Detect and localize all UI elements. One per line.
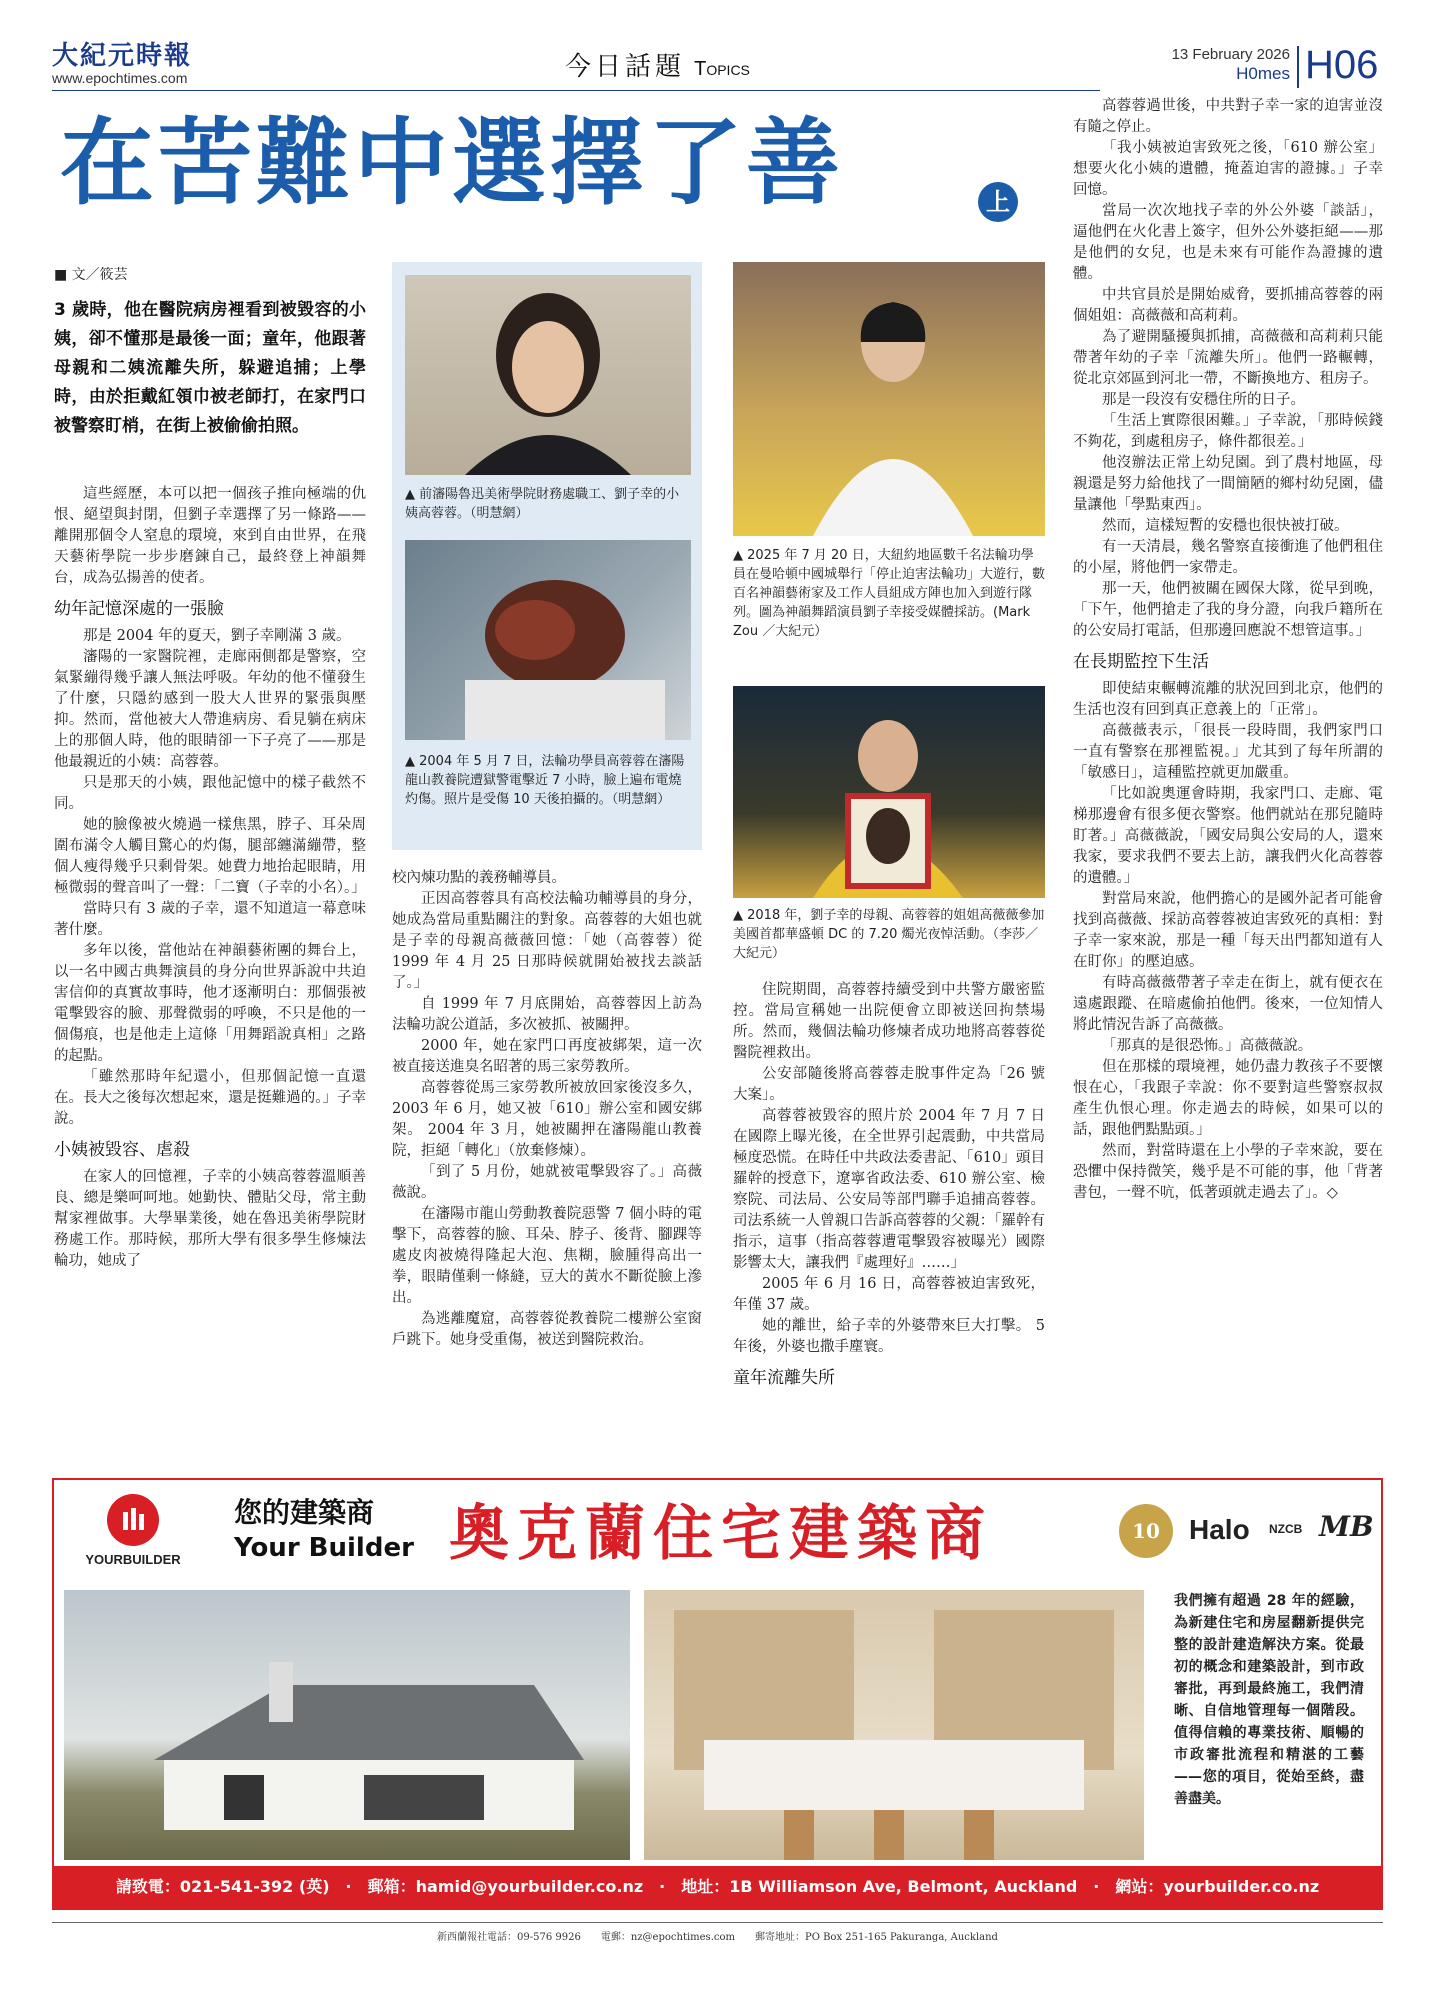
ad-contact-bar (54, 1866, 1381, 1908)
paragraph: 「比如說奧運會時期，我家門口、走廊、電梯那邊會有很多便衣警察。他們就站在那兒隨時盯著。」高薇薇說，「國安局與公安局的人，還來我家，要求我們不要去上訪，讓我們火化高蓉蓉的遺體。」 (1073, 786, 1383, 886)
paragraph: 當局一次次地找子幸的外公外婆「談話」，逼他們在火化書上簽字，但外公外婆拒絕——那是他們的女兒，也是未來有可能作為證據的遺體。 (1073, 203, 1383, 282)
paragraph: 有一天清晨，幾名警察直接衝進了他們租住的小屋，將他們一家帶走。 (1073, 539, 1383, 576)
byline: ■ 文／筱芸 (54, 267, 128, 283)
photo-gao-rongrong-portrait (405, 275, 691, 475)
tagline-en: Your Builder (234, 1533, 414, 1563)
ad-photo-kitchen (644, 1590, 1144, 1860)
paragraph: 然而，對當時還在上小學的子幸來說，要在恐懼中保持微笑，幾乎是不可能的事，他「背著書包，一聲不吭，低著頭就走過去了」。◇ (1073, 1143, 1383, 1201)
kitchen-illustration (644, 1590, 1144, 1860)
paragraph: 正因高蓉蓉具有高校法輪功輔導員的身分，她成為當局重點關注的對象。高蓉蓉的大姐也就是子幸的母親高薇薇回憶：「她（高蓉蓉）從 1999 年 4 月 25 日那時候就開始被找去談話了。」 (392, 891, 702, 991)
paragraph: 高蓉蓉從馬三家勞教所被放回家後沒多久，2003 年 6 月，她又被「610」辦公室和國安綁架。 2004 年 3 月，她被關押在瀋陽龍山教養院，拒絕「轉化」（放棄修煉）。 (392, 1080, 702, 1159)
section-title (565, 46, 825, 83)
article-column-3 (733, 980, 1045, 1395)
paragraph: 他沒辦法正常上幼兒園。到了農村地區，母親還是努力給他找了一間簡陋的鄉村幼兒園，儘量讓他「學點東西」。 (1073, 455, 1383, 513)
paragraph: 高薇薇表示，「很長一段時間，我們家門口一直有警察在那裡監視。」尤其到了每年所謂的「敏感日」，這種監控就更加嚴重。 (1073, 723, 1383, 781)
paragraph: 公安部隨後將高蓉蓉走脫事件定為「26 號大案」。 (733, 1066, 1045, 1103)
ad-logo-text: YOURBUILDER (85, 1552, 181, 1567)
ad-body-text: 我們擁有超過 28 年的經驗，為新建住宅和房屋翻新提供完整的設計建造解決方案。從最初的概念和建築設計，到市政審批，再到最終施工，我們清晰、自信地管理每一個階段。值得信賴的專業技術、順暢的市政審批流程和精湛的工藝——您的項目，從始至終，盡善盡美。 (1174, 1593, 1364, 1807)
photo-burn-injuries (405, 540, 691, 740)
badge-master-builders: MB (1319, 1510, 1374, 1543)
header-date-block (1120, 46, 1290, 84)
paragraph: 那一天，他們被關在國保大隊，從早到晚，「下午，他們搶走了我的身分證，向我戶籍所在的公安局打電話，但那邊回應說不想管這事。」 (1073, 581, 1383, 639)
caption-photo1: ▲ 前瀋陽魯迅美術學院財務處職工、劉子幸的小姨高蓉蓉。（明慧網） (405, 487, 680, 521)
paragraph: 這些經歷，本可以把一個孩子推向極端的仇恨、絕望與封閉，但劉子幸選擇了另一條路——離開那個令人窒息的環境，來到自由世界，在飛天藝術學院一步步磨鍊自己，最終登上神韻舞台，成為弘揚善的使者。 (54, 486, 366, 586)
photo-candlelight-vigil (733, 686, 1045, 898)
paragraph: 那是 2004 年的夏天，劉子幸剛滿 3 歲。 (83, 628, 351, 644)
injury-illustration (405, 540, 691, 740)
paragraph: 在瀋陽市龍山勞動教養院惡警 7 個小時的電擊下，高蓉蓉的臉、耳朵、脖子、後背、腳踝等處皮肉被燒得隆起大泡、焦糊，臉腫得高出一拳，眼睛僅剩一條縫，豆大的黃水不斷從臉上滲出。 (392, 1206, 702, 1306)
paragraph: 但在那樣的環境裡，她仍盡力教孩子不要懷恨在心，「我跟子幸說：你不要對這些警察叔叔產生仇恨心理。你走過去的時候，如果可以的話，跟他們點點頭。」 (1073, 1059, 1383, 1138)
paragraph: 住院期間，高蓉蓉持續受到中共警方嚴密監控。當局宣稱她一出院便會立即被送回拘禁場所。然而，幾個法輪功修煉者成功地將高蓉蓉從醫院裡救出。 (733, 982, 1045, 1061)
ad-tagline (234, 1494, 434, 1564)
paragraph: 「我小姨被迫害致死之後，「610 辦公室」想要火化小姨的遺體，掩蓋迫害的證據。」子幸回憶。 (1073, 140, 1383, 198)
subheading: 童年流離失所 (733, 1368, 835, 1388)
ad-badges (1119, 1504, 1374, 1564)
paragraph: 「到了 5 月份，她就被電擊毀容了。」高薇薇說。 (392, 1164, 702, 1201)
badge-nzcb: NZCB (1269, 1522, 1303, 1536)
paragraph: 高蓉蓉被毀容的照片於 2004 年 7 月 7 日在國際上曝光後，在全世界引起震動，中共當局極度恐慌。在時任中共政法委書記、「610」頭目羅幹的授意下，遼寧省政法委、610 辦公室、檢察院、司法局、公安局等部門聯手追捕高蓉蓉。司法系統一人曾親口告訴高蓉蓉的父親：「羅幹有指示，這事（指高蓉蓉遭電擊毀容被曝光）國際影響太大，讓我們『處理好』……」 (733, 1108, 1045, 1271)
badge-10-years: 10 (1119, 1504, 1173, 1558)
subheading: 在長期監控下生活 (1073, 652, 1209, 672)
paragraph: 多年以後，當他站在神韻藝術團的舞台上，以一名中國古典舞演員的身分向世界訴說中共迫害信仰的真實故事時，他才逐漸明白：那個張被電擊毀容的臉、那聲微弱的呼喚，不只是他的一個傷痕，也是他走上這條「用舞蹈說真相」之路的起點。 (54, 943, 366, 1064)
paragraph: 2005 年 6 月 16 日，高蓉蓉被迫害致死，年僅 37 歲。 (733, 1276, 1045, 1313)
masthead-logo (52, 42, 242, 86)
logo-text: 大紀元時報 (52, 41, 193, 71)
subheading: 小姨被毀容、虐殺 (54, 1140, 190, 1160)
caption-photo4: ▲ 2018 年，劉子幸的母親、高蓉蓉的姐姐高薇薇參加美國首都華盛頓 DC 的 7.20 燭光夜悼活動。（李莎／大紀元） (733, 908, 1045, 961)
paragraph: 她的離世，給子幸的外婆帶來巨大打擊。 5 年後，外婆也撒手塵寰。 (733, 1318, 1045, 1355)
paragraph: 「雖然那時年紀還小，但那個記憶一直還在。長大之後每次想起來，還是挺難過的。」子幸說。 (54, 1069, 366, 1127)
article-column-1 (54, 484, 366, 1272)
page-number: H06 (1305, 43, 1379, 87)
badge-halo: Halo (1189, 1514, 1250, 1545)
paragraph: 「生活上實際很困難。」子幸說，「那時候錢不夠花，到處租房子，條件都很差。」 (1073, 413, 1383, 450)
paragraph: 「那真的是很恐怖。」高薇薇說。 (1102, 1038, 1313, 1054)
paragraph: 那是一段沒有安穩住所的日子。 (1102, 392, 1305, 408)
subheading: 幼年記憶深處的一張臉 (54, 599, 224, 619)
paragraph: 當時只有 3 歲的子幸，還不知道這一幕意味著什麼。 (54, 901, 366, 938)
paragraph: 即使結束輾轉流離的狀況回到北京，他們的生活也沒有回到真正意義上的「正常」。 (1073, 681, 1383, 718)
photo-liu-zixing-interview (733, 262, 1045, 536)
paragraph: 瀋陽的一家醫院裡，走廊兩側都是警察，空氣緊繃得幾乎讓人無法呼吸。年幼的他不懂發生了什麼，只隱約感到一股大人世界的緊張與壓抑。然而，當他被大人帶進病房、看見躺在病床上的那個人時，他的眼睛卻一下子亮了——那是他最親近的小姨：高蓉蓉。 (54, 649, 366, 770)
paragraph: 在家人的回憶裡，子幸的小姨高蓉蓉溫順善良、總是樂呵呵地。她勤快、體貼父母，常主動幫家裡做事。大學畢業後，她在魯迅美術學院財務處工作。那時候，那所大學有很多學生修煉法輪功，她成了 (54, 1169, 366, 1269)
paragraph: 校內煉功點的義務輔導員。 (392, 870, 566, 886)
footer-rule (52, 1922, 1383, 1923)
part-badge: 上 (978, 182, 1018, 222)
ad-logo (78, 1494, 188, 1567)
article-column-4 (1073, 96, 1383, 1204)
ad-box (52, 1478, 1383, 1910)
caption-photo3: ▲ 2025 年 7 月 20 日，大紐約地區數千名法輪功學員在曼哈頓中國城舉行「停止迫害法輪功」大遊行，數百名神韻藝術家及工作人員組成方陣也加入到遊行隊列。圖為神韻舞蹈演員劉子幸接受媒體採訪。(Mark Zou ／大紀元） (733, 548, 1046, 639)
ad-contact-text[interactable]: 請致電：021-541-392 (英) · 郵箱：hamid@yourbuilder.co.nz · 地址：1B Williamson Ave, Belmont, Auckland · 網站：yourbuilder.co.nz (115, 1877, 1320, 1896)
section-cn: 今日話題 (565, 52, 686, 82)
section-code: H0mes (1236, 64, 1290, 83)
ad-company-name: 奧克蘭住宅建築商 (449, 1499, 993, 1569)
header-rule (52, 90, 1100, 91)
paragraph: 2000 年，她在家門口再度被綁架，這一次被直接送進臭名昭著的馬三家勞教所。 (392, 1038, 702, 1075)
interview-illustration (733, 262, 1045, 536)
portrait-illustration (405, 275, 691, 475)
house-illustration (64, 1590, 630, 1860)
paragraph: 她的臉像被火燒過一樣焦黑，脖子、耳朵周圍布滿令人觸目驚心的灼傷，腿部纏滿繃帶，整個人瘦得幾乎只剩骨架。她費力地抬起眼睛，用極微弱的聲音叫了一聲：「二寶（子幸的小名）。」 (54, 817, 366, 896)
paragraph: 中共官員於是開始威脅，要抓捕高蓉蓉的兩個姐姐：高薇薇和高莉莉。 (1073, 287, 1383, 324)
issue-date: 13 February 2026 (1171, 46, 1290, 63)
paragraph: 自 1999 年 7 月底開始，高蓉蓉因上訪為法輪功說公道話，多次被抓、被關押。 (392, 996, 702, 1033)
ad-photo-house (64, 1590, 630, 1860)
paragraph: 為逃離魔窟，高蓉蓉從教養院二樓辦公室窗戶跳下。她身受重傷，被送到醫院救治。 (392, 1311, 702, 1348)
paragraph: 然而，這樣短暫的安穩也很快被打破。 (1102, 518, 1349, 534)
paragraph: 為了避開騷擾與抓捕，高薇薇和高莉莉只能帶著年幼的子幸「流離失所」。他們一路輾轉，從北京郊區到河北一帶，不斷換地方、租房子。 (1073, 329, 1383, 387)
paragraph: 有時高薇薇帶著子幸走在街上，就有便衣在遠處跟蹤、在暗處偷拍他們。後來，一位知情人將此情況告訴了高薇薇。 (1073, 975, 1383, 1033)
section-en: Topics (694, 58, 750, 80)
lead-paragraph: 3 歲時，他在醫院病房裡看到被毀容的小姨，卻不懂那是最後一面；童年，他跟著母親和二姨流離失所，躲避追捕；上學時，由於拒戴紅領巾被老師打，在家門口被警察盯梢，在街上被偷偷拍照。 (54, 300, 366, 436)
article-column-2 (392, 868, 702, 1351)
paragraph: 高蓉蓉過世後，中共對子幸一家的迫害並沒有隨之停止。 (1073, 98, 1383, 135)
header-divider (1297, 46, 1299, 88)
footer-contact: 新西蘭報社電話：09-576 9926 電郵：nz@epochtimes.com 郵寄地址：PO Box 251-165 Pakuranga, Auckland (437, 1932, 998, 1943)
website[interactable]: www.epochtimes.com (52, 70, 188, 86)
vigil-illustration (733, 686, 1045, 898)
builder-logo-icon (107, 1494, 159, 1546)
headline: 在苦難中選擇了善 (60, 109, 845, 218)
tagline-cn: 您的建築商 (234, 1496, 375, 1529)
paragraph: 對當局來說，他們擔心的是國外記者可能會找到高薇薇、採訪高蓉蓉被迫害致死的真相：對子幸一家來說，那是一種「每天出門都知道有人在盯你」的壓迫感。 (1073, 891, 1383, 970)
paragraph: 只是那天的小姨，跟他記憶中的樣子截然不同。 (54, 775, 366, 812)
caption-photo2: ▲ 2004 年 5 月 7 日，法輪功學員高蓉蓉在瀋陽龍山教養院遭獄警電擊近 7 小時，臉上遍布電燒灼傷。照片是受傷 10 天後拍攝的。（明慧網） (405, 754, 685, 807)
